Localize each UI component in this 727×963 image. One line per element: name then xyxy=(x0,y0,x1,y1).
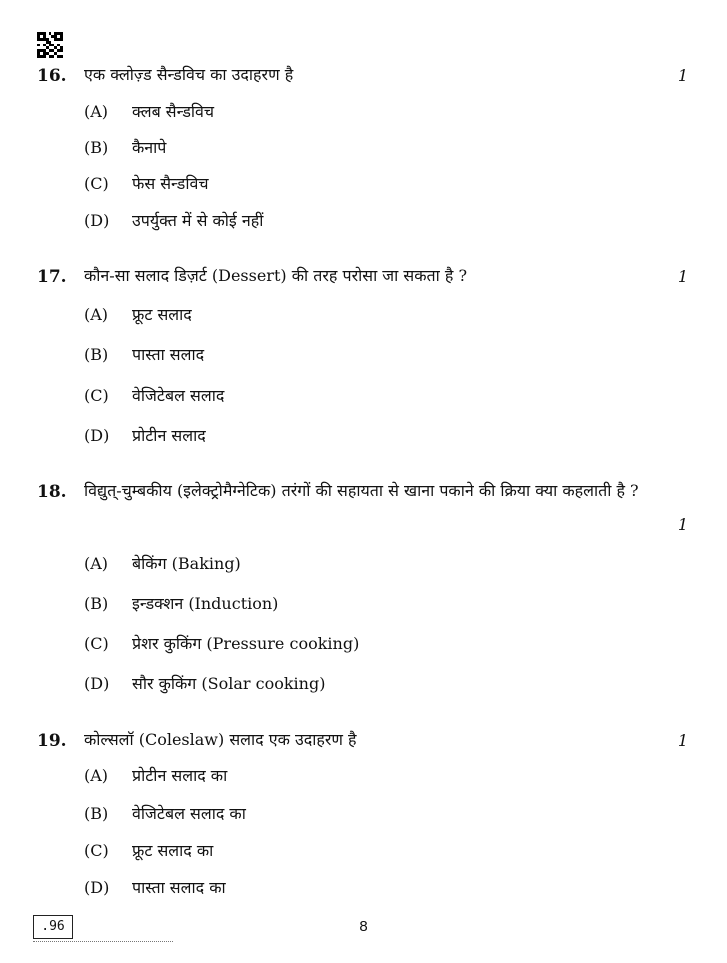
option-text: फ्रूट सलाद xyxy=(132,305,192,324)
option-label: (C) xyxy=(84,841,109,860)
question-text: विद्युत्-चुम्बकीय (इलेक्ट्रोमैग्नेटिक) तरंगों की सहायता से खाना पकाने की क्रिया क्या कहलाती है ? xyxy=(84,481,639,500)
question-number: 16. xyxy=(37,66,67,86)
option-label: (D) xyxy=(84,211,110,230)
option-label: (B) xyxy=(84,804,109,823)
option-d xyxy=(84,425,206,447)
question-text: कौन-सा सलाद डिज़र्ट (Dessert) की तरह परोसा जा सकता है ? xyxy=(84,266,468,285)
option-text: बेकिंग (Baking) xyxy=(132,554,241,573)
option-b xyxy=(84,803,246,825)
question-text: कोल्सलॉ (Coleslaw) सलाद एक उदाहरण है xyxy=(84,730,357,749)
option-label: (C) xyxy=(84,174,109,193)
option-a xyxy=(84,765,227,787)
option-d xyxy=(84,877,226,899)
option-label: (D) xyxy=(84,878,110,897)
option-text: फ्रूट सलाद का xyxy=(132,841,214,860)
option-text: प्रोटीन सलाद xyxy=(132,426,206,445)
option-c xyxy=(84,173,209,195)
option-text: कैनापे xyxy=(132,138,167,157)
option-label: (A) xyxy=(84,102,109,121)
option-b xyxy=(84,137,166,159)
option-text: उपर्युक्त में से कोई नहीं xyxy=(132,211,264,230)
option-text: फेस सैन्डविच xyxy=(132,174,209,193)
option-label: (A) xyxy=(84,766,109,785)
option-label: (C) xyxy=(84,634,109,653)
option-text: सौर कुकिंग (Solar cooking) xyxy=(132,674,326,693)
option-c xyxy=(84,840,213,862)
page-number: 8 xyxy=(359,918,368,935)
option-label: (A) xyxy=(84,554,109,573)
option-label: (C) xyxy=(84,386,109,405)
option-label: (B) xyxy=(84,594,109,613)
option-label: (B) xyxy=(84,138,109,157)
question-marks: 1 xyxy=(677,731,688,750)
option-text: इन्डक्शन (Induction) xyxy=(132,594,279,613)
option-d xyxy=(84,210,263,232)
option-text: प्रेशर कुकिंग (Pressure cooking) xyxy=(132,634,360,653)
question-text: एक क्लोज़्ड सैन्डविच का उदाहरण है xyxy=(84,65,294,84)
option-d xyxy=(84,673,325,695)
paper-code-box: .96 xyxy=(33,915,73,939)
question-marks: 1 xyxy=(677,267,688,286)
question-marks: 1 xyxy=(677,515,688,534)
option-b xyxy=(84,593,278,615)
option-text: वेजिटेबल सलाद xyxy=(132,386,225,405)
option-text: क्लब सैन्डविच xyxy=(132,102,215,121)
option-text: पास्ता सलाद का xyxy=(132,878,226,897)
option-c xyxy=(84,385,224,407)
option-a xyxy=(84,101,214,123)
option-text: प्रोटीन सलाद का xyxy=(132,766,228,785)
question-marks: 1 xyxy=(677,66,688,85)
question-number: 17. xyxy=(37,267,67,287)
question-number: 19. xyxy=(37,731,67,751)
footer-divider xyxy=(33,941,173,942)
option-text: पास्ता सलाद xyxy=(132,345,205,364)
option-text: वेजिटेबल सलाद का xyxy=(132,804,246,823)
option-label: (B) xyxy=(84,345,109,364)
question-number: 18. xyxy=(37,482,67,502)
option-a xyxy=(84,553,241,575)
option-b xyxy=(84,344,204,366)
option-label: (D) xyxy=(84,426,110,445)
option-label: (A) xyxy=(84,305,109,324)
option-label: (D) xyxy=(84,674,110,693)
option-c xyxy=(84,633,359,655)
option-a xyxy=(84,304,192,326)
qr-code xyxy=(37,32,63,58)
